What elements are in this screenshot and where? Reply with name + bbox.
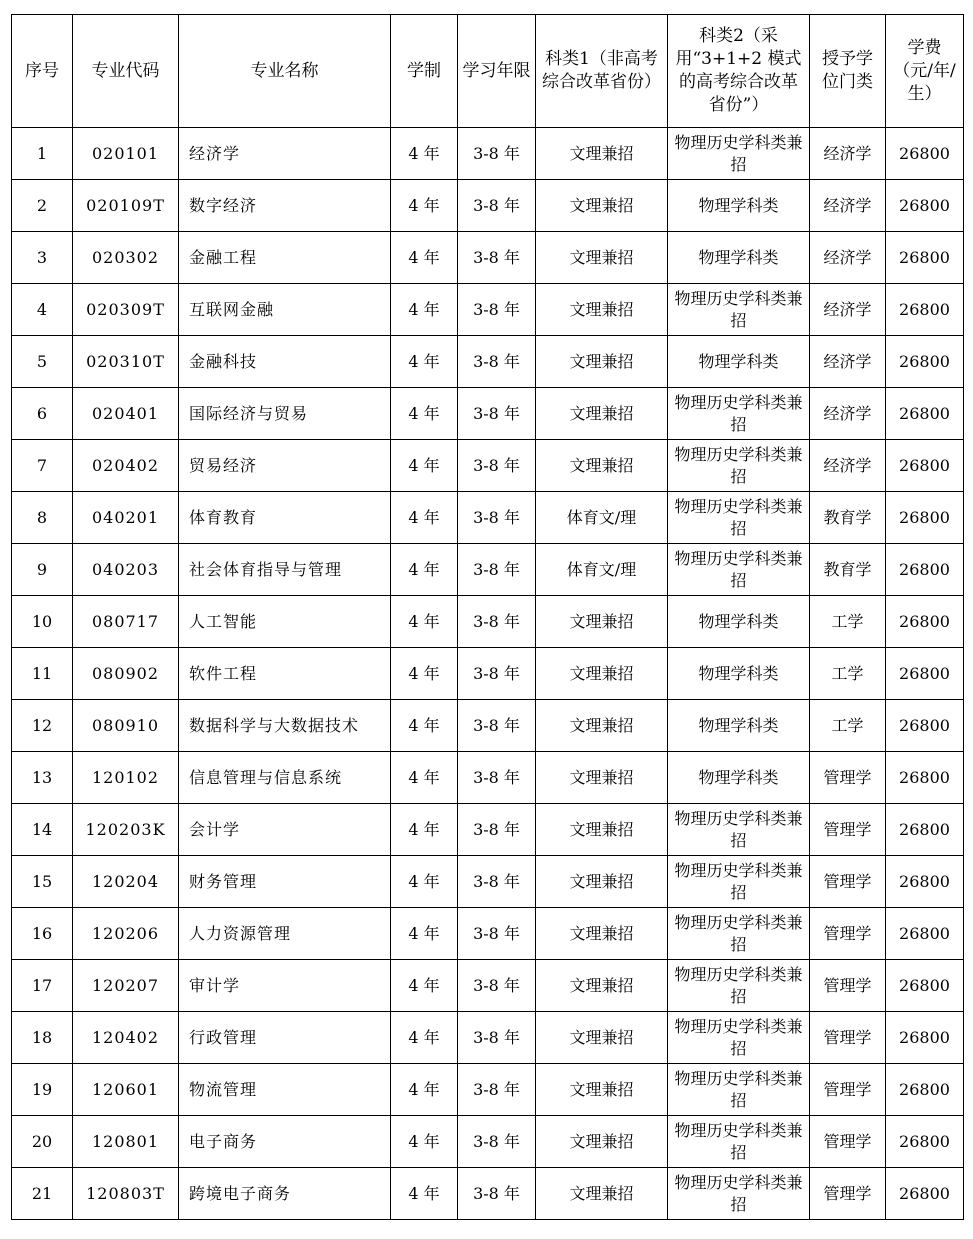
cell-duration: 4 年 <box>391 752 458 804</box>
header-major-name: 专业名称 <box>179 15 391 128</box>
cell-tuition: 26800 <box>886 388 964 440</box>
cell-major-code: 120206 <box>73 908 179 960</box>
cell-tuition: 26800 <box>886 1012 964 1064</box>
cell-category-2: 物理历史学科类兼招 <box>668 960 810 1012</box>
cell-tuition: 26800 <box>886 908 964 960</box>
cell-category-2: 物理历史学科类兼招 <box>668 1064 810 1116</box>
cell-major-code: 020401 <box>73 388 179 440</box>
cell-major-code: 120803T <box>73 1168 179 1220</box>
cell-study-years: 3-8 年 <box>458 284 536 336</box>
cell-tuition: 26800 <box>886 700 964 752</box>
cell-study-years: 3-8 年 <box>458 388 536 440</box>
cell-category-2: 物理学科类 <box>668 700 810 752</box>
cell-tuition: 26800 <box>886 752 964 804</box>
table-row <box>12 908 964 960</box>
cell-study-years: 3-8 年 <box>458 856 536 908</box>
cell-duration: 4 年 <box>391 804 458 856</box>
cell-tuition: 26800 <box>886 492 964 544</box>
cell-duration: 4 年 <box>391 960 458 1012</box>
cell-major-name: 信息管理与信息系统 <box>179 752 391 804</box>
cell-duration: 4 年 <box>391 1012 458 1064</box>
table-row <box>12 232 964 284</box>
cell-tuition: 26800 <box>886 804 964 856</box>
cell-duration: 4 年 <box>391 128 458 180</box>
cell-study-years: 3-8 年 <box>458 544 536 596</box>
cell-category-1: 文理兼招 <box>536 232 668 284</box>
cell-duration: 4 年 <box>391 440 458 492</box>
cell-category-1: 文理兼招 <box>536 1012 668 1064</box>
cell-study-years: 3-8 年 <box>458 128 536 180</box>
cell-major-code: 020302 <box>73 232 179 284</box>
header-category-1: 科类1（非高考综合改革省份） <box>536 15 668 128</box>
cell-tuition: 26800 <box>886 284 964 336</box>
cell-category-1: 文理兼招 <box>536 336 668 388</box>
cell-duration: 4 年 <box>391 492 458 544</box>
table-row <box>12 440 964 492</box>
cell-major-name: 贸易经济 <box>179 440 391 492</box>
cell-major-code: 040203 <box>73 544 179 596</box>
cell-major-code: 080717 <box>73 596 179 648</box>
cell-index: 6 <box>12 388 73 440</box>
cell-index: 17 <box>12 960 73 1012</box>
cell-category-2: 物理历史学科类兼招 <box>668 1116 810 1168</box>
cell-category-2: 物理历史学科类兼招 <box>668 1168 810 1220</box>
cell-duration: 4 年 <box>391 1064 458 1116</box>
cell-index: 1 <box>12 128 73 180</box>
cell-degree-type: 经济学 <box>810 336 886 388</box>
cell-tuition: 26800 <box>886 596 964 648</box>
cell-duration: 4 年 <box>391 908 458 960</box>
cell-major-code: 020101 <box>73 128 179 180</box>
cell-category-1: 体育文/理 <box>536 544 668 596</box>
cell-degree-type: 经济学 <box>810 388 886 440</box>
majors-table <box>11 14 964 1220</box>
cell-category-2: 物理历史学科类兼招 <box>668 128 810 180</box>
cell-major-code: 020310T <box>73 336 179 388</box>
cell-degree-type: 工学 <box>810 700 886 752</box>
cell-duration: 4 年 <box>391 180 458 232</box>
table-row <box>12 752 964 804</box>
cell-duration: 4 年 <box>391 544 458 596</box>
cell-study-years: 3-8 年 <box>458 1012 536 1064</box>
table-row <box>12 336 964 388</box>
cell-tuition: 26800 <box>886 856 964 908</box>
cell-category-1: 文理兼招 <box>536 908 668 960</box>
cell-category-1: 文理兼招 <box>536 440 668 492</box>
header-index: 序号 <box>12 15 73 128</box>
cell-study-years: 3-8 年 <box>458 492 536 544</box>
table-row <box>12 544 964 596</box>
cell-major-name: 人力资源管理 <box>179 908 391 960</box>
cell-degree-type: 教育学 <box>810 492 886 544</box>
cell-tuition: 26800 <box>886 648 964 700</box>
cell-tuition: 26800 <box>886 128 964 180</box>
cell-degree-type: 经济学 <box>810 232 886 284</box>
cell-index: 21 <box>12 1168 73 1220</box>
cell-tuition: 26800 <box>886 232 964 284</box>
cell-degree-type: 管理学 <box>810 908 886 960</box>
cell-duration: 4 年 <box>391 1116 458 1168</box>
cell-index: 20 <box>12 1116 73 1168</box>
cell-degree-type: 管理学 <box>810 1064 886 1116</box>
cell-degree-type: 管理学 <box>810 752 886 804</box>
cell-major-code: 120402 <box>73 1012 179 1064</box>
cell-category-2: 物理历史学科类兼招 <box>668 908 810 960</box>
cell-category-1: 文理兼招 <box>536 752 668 804</box>
cell-degree-type: 经济学 <box>810 440 886 492</box>
cell-major-name: 社会体育指导与管理 <box>179 544 391 596</box>
cell-index: 3 <box>12 232 73 284</box>
header-row <box>12 15 964 128</box>
cell-degree-type: 管理学 <box>810 856 886 908</box>
header-degree-type: 授予学位门类 <box>810 15 886 128</box>
cell-index: 12 <box>12 700 73 752</box>
cell-major-name: 电子商务 <box>179 1116 391 1168</box>
cell-index: 8 <box>12 492 73 544</box>
cell-degree-type: 教育学 <box>810 544 886 596</box>
cell-major-name: 数据科学与大数据技术 <box>179 700 391 752</box>
cell-category-1: 文理兼招 <box>536 284 668 336</box>
cell-major-code: 020402 <box>73 440 179 492</box>
table-row <box>12 284 964 336</box>
cell-category-2: 物理学科类 <box>668 752 810 804</box>
cell-study-years: 3-8 年 <box>458 1064 536 1116</box>
cell-major-name: 国际经济与贸易 <box>179 388 391 440</box>
cell-degree-type: 工学 <box>810 596 886 648</box>
table-row <box>12 1012 964 1064</box>
cell-category-2: 物理历史学科类兼招 <box>668 492 810 544</box>
cell-study-years: 3-8 年 <box>458 908 536 960</box>
header-category-2: 科类2（采用“3+1+2 模式的高考综合改革省份”） <box>668 15 810 128</box>
cell-major-name: 互联网金融 <box>179 284 391 336</box>
cell-tuition: 26800 <box>886 336 964 388</box>
cell-duration: 4 年 <box>391 232 458 284</box>
cell-tuition: 26800 <box>886 544 964 596</box>
cell-category-2: 物理历史学科类兼招 <box>668 856 810 908</box>
header-tuition: 学费（元/年/生） <box>886 15 964 128</box>
cell-tuition: 26800 <box>886 440 964 492</box>
cell-index: 16 <box>12 908 73 960</box>
table-row <box>12 492 964 544</box>
cell-index: 14 <box>12 804 73 856</box>
cell-major-name: 经济学 <box>179 128 391 180</box>
cell-major-code: 120102 <box>73 752 179 804</box>
cell-tuition: 26800 <box>886 1168 964 1220</box>
cell-degree-type: 经济学 <box>810 128 886 180</box>
cell-study-years: 3-8 年 <box>458 1168 536 1220</box>
table-row <box>12 804 964 856</box>
cell-category-1: 文理兼招 <box>536 128 668 180</box>
cell-category-1: 文理兼招 <box>536 1168 668 1220</box>
cell-major-name: 行政管理 <box>179 1012 391 1064</box>
table-row <box>12 856 964 908</box>
cell-tuition: 26800 <box>886 180 964 232</box>
cell-category-1: 文理兼招 <box>536 596 668 648</box>
table-row <box>12 1168 964 1220</box>
cell-major-name: 财务管理 <box>179 856 391 908</box>
header-major-code: 专业代码 <box>73 15 179 128</box>
cell-degree-type: 经济学 <box>810 180 886 232</box>
cell-category-2: 物理历史学科类兼招 <box>668 284 810 336</box>
cell-category-1: 文理兼招 <box>536 180 668 232</box>
cell-duration: 4 年 <box>391 596 458 648</box>
cell-category-2: 物理学科类 <box>668 336 810 388</box>
cell-index: 4 <box>12 284 73 336</box>
cell-major-code: 120801 <box>73 1116 179 1168</box>
cell-degree-type: 管理学 <box>810 1012 886 1064</box>
cell-tuition: 26800 <box>886 960 964 1012</box>
cell-category-1: 文理兼招 <box>536 856 668 908</box>
cell-index: 13 <box>12 752 73 804</box>
cell-study-years: 3-8 年 <box>458 180 536 232</box>
cell-major-name: 人工智能 <box>179 596 391 648</box>
cell-category-2: 物理学科类 <box>668 648 810 700</box>
cell-index: 15 <box>12 856 73 908</box>
table-row <box>12 180 964 232</box>
cell-duration: 4 年 <box>391 1168 458 1220</box>
cell-category-2: 物理历史学科类兼招 <box>668 804 810 856</box>
cell-major-name: 数字经济 <box>179 180 391 232</box>
cell-major-code: 120204 <box>73 856 179 908</box>
cell-category-2: 物理历史学科类兼招 <box>668 544 810 596</box>
cell-major-code: 040201 <box>73 492 179 544</box>
table-row <box>12 596 964 648</box>
cell-degree-type: 经济学 <box>810 284 886 336</box>
table-row <box>12 648 964 700</box>
cell-major-code: 080910 <box>73 700 179 752</box>
table-row <box>12 960 964 1012</box>
cell-index: 10 <box>12 596 73 648</box>
cell-degree-type: 工学 <box>810 648 886 700</box>
cell-degree-type: 管理学 <box>810 1116 886 1168</box>
cell-major-name: 金融科技 <box>179 336 391 388</box>
table-row <box>12 388 964 440</box>
cell-duration: 4 年 <box>391 336 458 388</box>
cell-major-name: 体育教育 <box>179 492 391 544</box>
cell-study-years: 3-8 年 <box>458 336 536 388</box>
cell-category-1: 文理兼招 <box>536 648 668 700</box>
cell-category-2: 物理历史学科类兼招 <box>668 440 810 492</box>
cell-major-name: 跨境电子商务 <box>179 1168 391 1220</box>
cell-study-years: 3-8 年 <box>458 1116 536 1168</box>
cell-index: 9 <box>12 544 73 596</box>
cell-tuition: 26800 <box>886 1116 964 1168</box>
cell-index: 5 <box>12 336 73 388</box>
cell-study-years: 3-8 年 <box>458 648 536 700</box>
table-row <box>12 1064 964 1116</box>
cell-study-years: 3-8 年 <box>458 596 536 648</box>
table-row <box>12 128 964 180</box>
cell-category-1: 文理兼招 <box>536 700 668 752</box>
table-header <box>12 15 964 128</box>
cell-degree-type: 管理学 <box>810 960 886 1012</box>
cell-duration: 4 年 <box>391 284 458 336</box>
cell-duration: 4 年 <box>391 856 458 908</box>
cell-major-name: 审计学 <box>179 960 391 1012</box>
cell-degree-type: 管理学 <box>810 1168 886 1220</box>
header-duration: 学制 <box>391 15 458 128</box>
cell-index: 7 <box>12 440 73 492</box>
cell-category-1: 文理兼招 <box>536 804 668 856</box>
cell-category-1: 文理兼招 <box>536 960 668 1012</box>
cell-major-code: 120601 <box>73 1064 179 1116</box>
table-row <box>12 700 964 752</box>
cell-major-name: 会计学 <box>179 804 391 856</box>
cell-major-code: 080902 <box>73 648 179 700</box>
cell-major-code: 020309T <box>73 284 179 336</box>
cell-tuition: 26800 <box>886 1064 964 1116</box>
cell-study-years: 3-8 年 <box>458 752 536 804</box>
header-study-years: 学习年限 <box>458 15 536 128</box>
cell-major-name: 物流管理 <box>179 1064 391 1116</box>
cell-study-years: 3-8 年 <box>458 232 536 284</box>
cell-duration: 4 年 <box>391 700 458 752</box>
cell-study-years: 3-8 年 <box>458 440 536 492</box>
cell-duration: 4 年 <box>391 648 458 700</box>
cell-category-1: 文理兼招 <box>536 388 668 440</box>
cell-index: 2 <box>12 180 73 232</box>
cell-major-code: 020109T <box>73 180 179 232</box>
cell-category-2: 物理历史学科类兼招 <box>668 388 810 440</box>
cell-study-years: 3-8 年 <box>458 960 536 1012</box>
cell-category-2: 物理学科类 <box>668 180 810 232</box>
cell-degree-type: 管理学 <box>810 804 886 856</box>
cell-major-code: 120207 <box>73 960 179 1012</box>
cell-study-years: 3-8 年 <box>458 700 536 752</box>
cell-duration: 4 年 <box>391 388 458 440</box>
cell-index: 19 <box>12 1064 73 1116</box>
cell-index: 18 <box>12 1012 73 1064</box>
cell-major-name: 金融工程 <box>179 232 391 284</box>
cell-major-name: 软件工程 <box>179 648 391 700</box>
table-body <box>12 128 964 1220</box>
cell-category-2: 物理学科类 <box>668 232 810 284</box>
cell-index: 11 <box>12 648 73 700</box>
table-row <box>12 1116 964 1168</box>
cell-category-1: 文理兼招 <box>536 1116 668 1168</box>
cell-category-2: 物理学科类 <box>668 596 810 648</box>
cell-major-code: 120203K <box>73 804 179 856</box>
cell-study-years: 3-8 年 <box>458 804 536 856</box>
cell-category-2: 物理历史学科类兼招 <box>668 1012 810 1064</box>
cell-category-1: 体育文/理 <box>536 492 668 544</box>
cell-category-1: 文理兼招 <box>536 1064 668 1116</box>
